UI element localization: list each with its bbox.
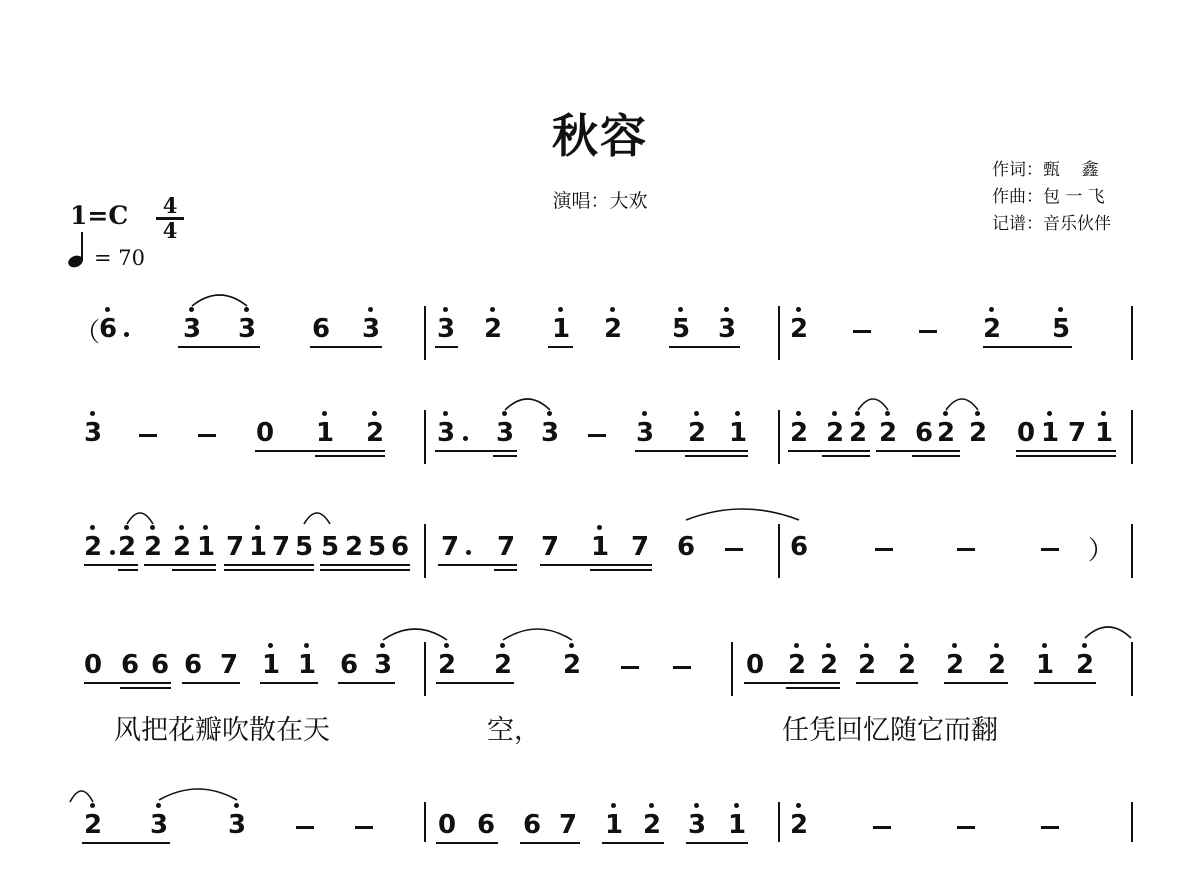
song-title: 秋容 xyxy=(552,109,648,163)
note: 2 xyxy=(978,314,1006,344)
note: 2 xyxy=(361,418,389,448)
note: 3 xyxy=(491,418,519,448)
note: 7 xyxy=(1067,418,1087,448)
note: 1 xyxy=(1090,418,1118,448)
tie-arc xyxy=(192,295,247,306)
note: 5 xyxy=(1047,314,1075,344)
note: 3 xyxy=(536,418,564,448)
note: 7 xyxy=(225,532,245,562)
transcriber-credit: 记谱：音乐伙伴 xyxy=(992,214,1111,234)
tie-arc xyxy=(503,629,572,640)
note: 2 xyxy=(489,650,517,680)
note: 2 xyxy=(79,810,107,840)
note: 2 xyxy=(344,532,364,562)
note: 1 xyxy=(724,418,752,448)
note: 1 xyxy=(547,314,575,344)
note: 2 xyxy=(433,650,461,680)
note: 6 xyxy=(476,810,496,840)
note: 7 xyxy=(440,532,460,562)
note: 7 xyxy=(271,532,291,562)
note: 0 xyxy=(255,418,275,448)
note: 1 xyxy=(293,650,321,680)
open-paren: （ xyxy=(74,318,101,348)
note: 2 xyxy=(932,418,960,448)
note: 2 xyxy=(874,418,902,448)
note: 6 xyxy=(789,532,809,562)
note: 6 xyxy=(311,314,331,344)
note: 3 xyxy=(713,314,741,344)
close-paren: ） xyxy=(1088,536,1115,566)
note: 6 xyxy=(150,650,170,680)
note: 2 xyxy=(815,650,843,680)
lyricist-credit: 作词：甄 鑫 xyxy=(992,160,1099,180)
note: 2 xyxy=(79,532,107,562)
note: 7 xyxy=(558,810,578,840)
note: 5 xyxy=(294,532,314,562)
note: 1 xyxy=(1036,418,1064,448)
tie-arc xyxy=(858,399,888,410)
note: 6 xyxy=(522,810,542,840)
note: 7 xyxy=(219,650,239,680)
time-signature-top: 4 xyxy=(162,193,178,218)
note: 2 xyxy=(941,650,969,680)
composer-credit: 作曲：包 一 飞 xyxy=(992,187,1105,207)
tie-arc xyxy=(1085,627,1131,638)
note: 1 xyxy=(192,532,220,562)
note: 3 xyxy=(79,418,107,448)
note: 6 xyxy=(120,650,140,680)
note: 3 xyxy=(233,314,261,344)
note: 1 xyxy=(600,810,628,840)
note: 2 xyxy=(983,650,1011,680)
key-signature: 1=C xyxy=(70,201,129,230)
note: 2 xyxy=(638,810,666,840)
note: 3 xyxy=(683,810,711,840)
note: 3 xyxy=(432,314,460,344)
note: 7 xyxy=(496,532,516,562)
time-signature-bottom: 4 xyxy=(162,218,178,243)
note: 6 xyxy=(676,532,696,562)
note: 0 xyxy=(745,650,765,680)
tie-arc xyxy=(505,399,550,410)
tie-arc xyxy=(304,513,330,524)
singer-credit: 演唱：大欢 xyxy=(552,190,648,212)
note: 2 xyxy=(964,418,992,448)
note: 2 xyxy=(1071,650,1099,680)
lyric-line: 任凭回忆随它而翻 xyxy=(782,715,998,746)
note: 5 xyxy=(367,532,387,562)
note: 1 xyxy=(244,532,272,562)
note: 2 xyxy=(683,418,711,448)
note: 3 xyxy=(631,418,659,448)
note: 2 xyxy=(783,650,811,680)
note: 5 xyxy=(320,532,340,562)
note: 2 xyxy=(558,650,586,680)
lyric-line: 风把花瓣吹散在天 xyxy=(114,715,330,746)
note: 2 xyxy=(844,418,872,448)
note: 3 xyxy=(178,314,206,344)
note: 6 xyxy=(390,532,410,562)
note: 1 xyxy=(586,532,614,562)
note: 1 xyxy=(723,810,751,840)
tie-arc xyxy=(159,789,237,800)
note: 1 xyxy=(1031,650,1059,680)
tie-arc xyxy=(70,791,93,802)
tie-arc xyxy=(383,629,447,640)
note: 0 xyxy=(437,810,457,840)
note: 3 xyxy=(432,418,460,448)
note: 3 xyxy=(357,314,385,344)
note: 2 xyxy=(113,532,141,562)
note: 0 xyxy=(83,650,103,680)
tempo-value: = 70 xyxy=(94,246,145,270)
note: 6 xyxy=(94,314,122,344)
note: 2 xyxy=(479,314,507,344)
note: 2 xyxy=(821,418,849,448)
note: 2 xyxy=(599,314,627,344)
note: 1 xyxy=(311,418,339,448)
note: 6 xyxy=(183,650,203,680)
note: 2 xyxy=(785,810,813,840)
note: 7 xyxy=(540,532,560,562)
tie-arc xyxy=(946,399,978,410)
note: 6 xyxy=(914,418,934,448)
note: 6 xyxy=(339,650,359,680)
note: 0 xyxy=(1016,418,1036,448)
note: 7 xyxy=(630,532,650,562)
tie-arc xyxy=(686,509,799,520)
note: 2 xyxy=(168,532,196,562)
note: 5 xyxy=(667,314,695,344)
lyric-line: 空， xyxy=(487,715,541,746)
note: 2 xyxy=(893,650,921,680)
note: 2 xyxy=(139,532,167,562)
note: 3 xyxy=(369,650,397,680)
note: 2 xyxy=(785,314,813,344)
note: 2 xyxy=(853,650,881,680)
note: 1 xyxy=(257,650,285,680)
note: 3 xyxy=(223,810,251,840)
note: 3 xyxy=(145,810,173,840)
note: 2 xyxy=(785,418,813,448)
tie-arc xyxy=(127,513,153,524)
